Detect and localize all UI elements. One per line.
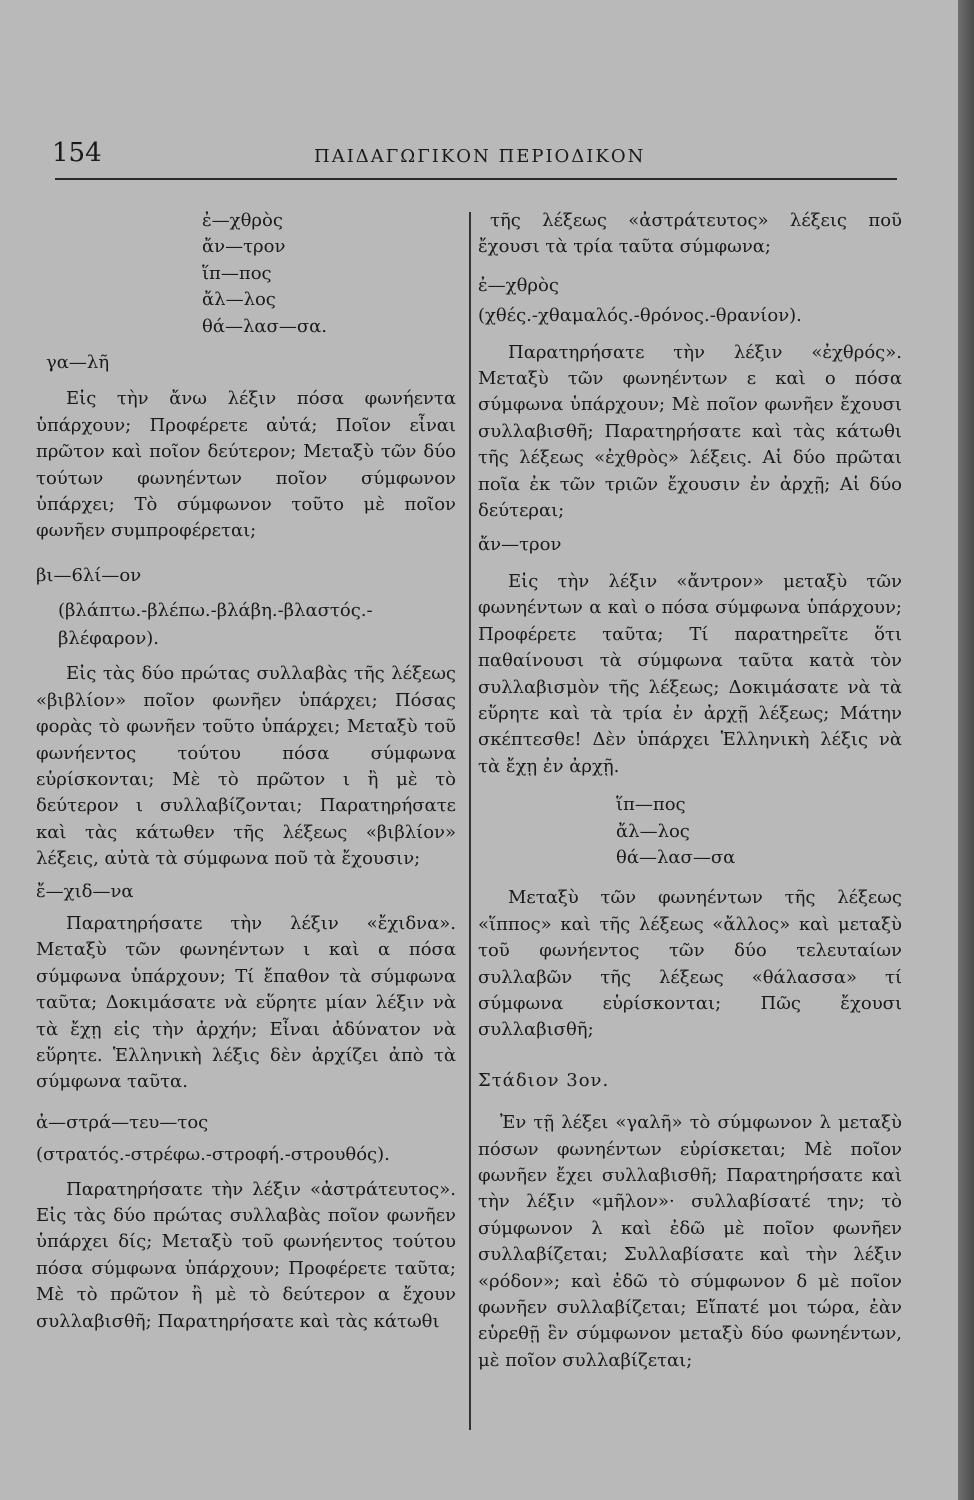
paragraph: Εἰς τὴν λέξιν «ἄντρον» μεταξὺ τῶν φωνηέντων α καὶ ο πόσα σύμφωνα ὑπάρχουν; Προφέρετε ταῦτα; Τί παρατηρεῖτε ὅτι παθαίνουσι τὰ σύμφωνα ταῦτα κατὰ τὸν συλλαβισμὸν τῆς λέξεως; Δοκιμάσατε νὰ τὰ εὕρητε καὶ τὰ τρία ἐν ἀρχῇ λέξεως; Μάτην σκέπτεσθε! Δὲν ὑπάρχει Ἑλληνικὴ λέξις νὰ τὰ ἔχῃ ἐν ἀρχῇ.	[478, 570, 902, 777]
syllable-word: ἄλ—λος	[202, 289, 276, 311]
syllable-word: ἄλ—λος	[616, 820, 690, 842]
paragraph: Εἰς τὰς δύο πρώτας συλλαβὰς τῆς λέξεως «βιβλίον» ποῖον φωνῆεν ὑπάρχει; Πόσας φορὰς τὸ φωνῆεν τοῦτο ὑπάρχει; Μεταξὺ τοῦ φωνήεντος τούτου πόσα σύμφωνα εὑρίσκονται; Μὲ τὸ πρῶτον ι ἢ μὲ τὸ δεύτερον ι συλλαβίζονται; Παρατηρήσατε καὶ τὰς κάτωθεν τῆς λέξεως «βιβλίον» λέξεις, αὐτὰ τὰ σύμφωνα ποῦ τὰ ἔχουσιν;	[36, 663, 456, 870]
running-header	[52, 134, 897, 174]
example-word-biblion: βι—6λί—ον	[36, 564, 142, 586]
paragraph: Παρατηρήσατε τὴν λέξιν «ἀστράτευτος». Εἰς τὰς δύο πρώτας συλλαβὰς ποῖον φωνῆεν ὑπάρχει δίς; Μεταξὺ τοῦ φωνήεντος τούτου πόσα σύμφωνα ὑπάρχουν; Προφέρετε ταῦτα; Μὲ τὸ πρῶτον ἢ μὲ τὸ δεύτερον α ἔχουν συλλαβισθῆ; Παρατηρήσατε καὶ τὰς κάτωθι	[36, 1178, 456, 1332]
paragraph: Ἐν τῇ λέξει «γαλῆ» τὸ σύμφωνον λ μεταξὺ πόσων φωνηέντων εὑρίσκεται; Μὲ ποῖον φωνῆεν ἔχει συλλαβισθῆ; Παρατηρήσατε καὶ τὴν λέξιν «μῆλον»· συλλαβίσατέ την; τὸ σύμφωνον λ καὶ ἐδῶ μὲ ποῖον φωνῆεν συλλαβίζεται; Συλλαβίσατε καὶ τὴν λέξιν «ρόδον»; καὶ ἐδῶ τὸ σύμφωνον δ μὲ ποῖον φωνῆεν συλλαβίζεται; Εἴπατέ μοι τώρα, ἐὰν εὑρεθῇ ἓν σύμφωνον μεταξὺ δύο φωνηέντων, μὲ ποῖον συλλαβίζεται;	[478, 1112, 902, 1371]
syllable-word: ἵπ—πος	[616, 794, 686, 816]
syllable-list-1	[202, 208, 456, 340]
running-title: ΠΑΙΔΑΓΩΓΙΚΟΝ ΠΕΡΙΟΔΙΚΟΝ	[314, 146, 646, 167]
syllable-word: ἄν—τρον	[202, 236, 286, 258]
page-number: 154	[52, 138, 102, 168]
paragraph: Μεταξὺ τῶν φωνηέντων τῆς λέξεως «ἵππος» καὶ τῆς λέξεως «ἄλλος» καὶ μεταξὺ τοῦ φωνήεντος τῶν δύο τελευταίων συλλαβῶν τῆς λέξεως «θάλασσα» τί σύμφωνα εὑρίσκονται; Πῶς ἔχουσι συλλαβισθῆ;	[478, 887, 902, 1041]
syllable-word: ἐ—χθρὸς	[202, 210, 283, 231]
syllable-word: ἵπ—πος	[202, 262, 272, 284]
example-word-astrateutos: ἀ—στρά—τευ—τος	[36, 1111, 209, 1133]
example-word-echidna: ἔ—χιδ—να	[36, 880, 134, 902]
syllable-list-2	[616, 792, 902, 871]
example-word-gala: γα—λῆ	[46, 352, 110, 374]
example-word-antron: ἄν—τρον	[478, 534, 562, 556]
paragraph: Εἰς τὴν ἄνω λέξιν πόσα φωνήεντα ὑπάρχουν; Προφέρετε αὐτά; Ποῖον εἶναι πρῶτον καὶ ποῖον δεύτερον; Μεταξὺ τῶν δύο τούτων φωνηέντων ποῖον σύμφωνον ὑπάρχει; Τὸ σύμφωνον τοῦτο μὲ ποῖον φωνῆεν συμπροφέρεται;	[36, 388, 456, 542]
paragraph: Παρατηρήσατε τὴν λέξιν «ἔχιδνα». Μεταξὺ τῶν φωνηέντων ι καὶ α πόσα σύμφωνα ὑπάρχουν; Τί ἔπαθον τὰ σύμφωνα ταῦτα; Δοκιμάσατε νὰ εὕρητε μίαν λέξιν νὰ τὰ ἔχῃ εἰς τὴν ἀρχήν; Εἶναι ἀδύνατον νὰ εὕρητε. Ἑλληνικὴ λέξις δὲν ἀρχίζει ἀπὸ τὰ σύμφωνα ταῦτα.	[36, 912, 456, 1093]
paragraph: τῆς λέξεως «ἀστράτευτος» λέξεις ποῦ ἔχουσι τὰ τρία ταῦτα σύμφωνα;	[478, 210, 902, 258]
syllable-word: θά—λασ—σα.	[202, 315, 328, 337]
header-rule	[55, 178, 897, 180]
derived-words: (βλάπτω.-βλέπω.-βλάβη.-βλαστός.-βλέφαρον).	[58, 600, 373, 650]
paragraph: Παρατηρήσατε τὴν λέξιν «ἐχθρός». Μεταξὺ τῶν φωνηέντων ε καὶ ο πόσα σύμφωνα ὑπάρχουν; Μὲ ποῖον φωνῆεν ἔχουσι συλλαβισθῆ; Παρατηρήσατε καὶ τὰς κάτωθι τῆς λέξεως «ἐχθρὸς» λέξεις. Αἱ δύο πρῶται ποῖα ἐκ τῶν τριῶν ἔχουσιν ἐν ἀρχῇ; Αἱ δύο δεύτεραι;	[478, 341, 902, 522]
syllable-word: θά—λασ—σα	[616, 846, 736, 868]
section-title: Στάδιον 3ον.	[478, 1069, 610, 1091]
column-divider	[469, 212, 471, 1430]
left-column	[36, 208, 456, 1335]
example-word-echthros: ἐ—χθρὸς	[478, 274, 559, 296]
right-column	[478, 208, 902, 1374]
derived-words: (χθές.-χθαμαλός.-θρόνος.-θρανίον).	[478, 305, 802, 327]
page-edge	[958, 0, 974, 1500]
derived-words: (στρατός.-στρέφω.-στροφή.-στρουθός).	[36, 1144, 390, 1166]
